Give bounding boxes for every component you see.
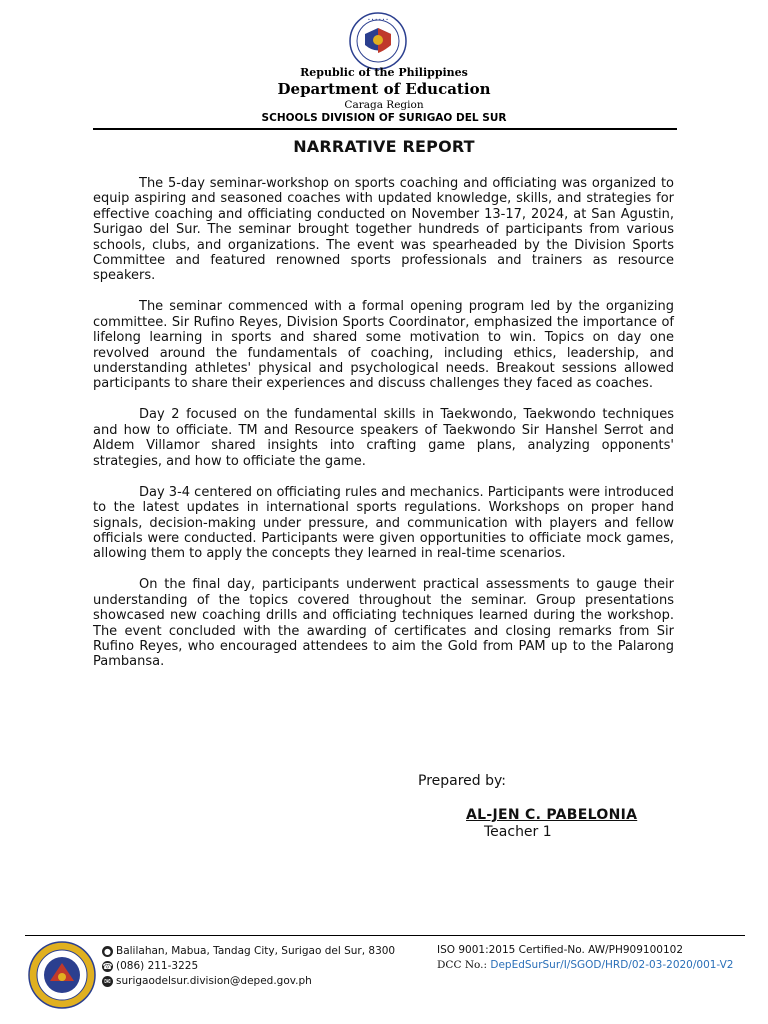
report-paragraph: Day 2 focused on the fundamental skills in Taekwondo, Taekwondo techniques and how to officiate. TM and Resource speakers of Taekwondo Sir Hanshel Serrot and Aldem Villamor shared insights into crafting game plans, analyzing opponents' strategies, and how to officiate the game. — [93, 407, 674, 469]
signatory-position: Teacher 1 — [484, 824, 552, 840]
footer-divider — [25, 935, 745, 936]
header-region: Caraga Region — [344, 99, 424, 111]
footer-email[interactable]: surigaodelsur.division@deped.gov.ph — [116, 975, 312, 987]
division-logo-icon — [28, 941, 96, 1009]
footer-address-row — [102, 944, 395, 958]
header-republic: Republic of the Philippines — [300, 66, 468, 79]
footer-dcc — [437, 959, 733, 971]
report-paragraph: The seminar commenced with a formal opening program led by the organizing committee. Sir Rufino Reyes, Division Sports Coordinator, emphasized the importance of lifelong learning in sports and shared some motivation to win. Topics on day one revolved around the fundamentals of coaching, including ethics, leadership, and understanding athletes' physical and psychological needs. Breakout sessions allowed participants to share their experiences and discuss challenges they faced as coaches. — [93, 299, 674, 392]
phone-icon: ☎ — [102, 961, 113, 971]
footer-iso: ISO 9001:2015 Certified-No. AW/PH909100102 — [437, 944, 684, 956]
report-body — [93, 176, 674, 685]
signatory-name: AL-JEN C. PABELONIA — [466, 807, 638, 823]
report-paragraph: Day 3-4 centered on officiating rules and mechanics. Participants were introduced to the latest updates in international sports regulations. Workshops on proper hand signals, decision-making under pressure, and communication with players and fellow officials were conducted. Participants were given opportunities to officiate mock games, allowing them to apply the concepts they learned in real-time scenarios. — [93, 484, 674, 562]
footer-phone: (086) 211-3225 — [116, 960, 199, 972]
header-divider — [93, 128, 677, 130]
header-division: SCHOOLS DIVISION OF SURIGAO DEL SUR — [261, 112, 507, 124]
footer-address: Balilahan, Mabua, Tandag City, Surigao del Sur, 8300 — [116, 945, 396, 957]
email-icon: ✉ — [102, 976, 113, 987]
svg-text:• • • • • •: • • • • • • — [367, 17, 389, 22]
report-paragraph: On the final day, participants underwent practical assessments to gauge their understanding of the topics covered throughout the seminar. Group presentations showcased new coaching drills and officiating techniques learned during the workshop. The event concluded with the awarding of certificates and closing remarks from Sir Rufino Reyes, who encouraged attendees to aim the Gold from PAM up to the Palarong Pambansa. — [93, 577, 674, 670]
prepared-by-label: Prepared by: — [418, 773, 506, 789]
dcc-label: DCC No.: — [437, 959, 488, 971]
location-icon: ● — [102, 946, 113, 957]
report-title: NARRATIVE REPORT — [293, 137, 475, 156]
footer-phone-row — [102, 959, 198, 973]
header-department: Department of Education — [277, 80, 491, 98]
footer-email-row — [102, 974, 312, 988]
report-paragraph: The 5-day seminar-workshop on sports coaching and officiating was organized to equip aspiring and seasoned coaches with updated knowledge, skills, and strategies for effective coaching and officiating conducted on November 13-17, 2024, at San Agustin, Surigao del Sur. The seminar brought together hundreds of participants from various schools, clubs, and organizations. The event was spearheaded by the Division Sports Committee and featured renowned sports professionals and trainers as resource speakers. — [93, 176, 674, 284]
deped-seal-icon — [349, 12, 407, 70]
dcc-number: DepEdSurSur/I/SGOD/HRD/02-03-2020/001-V2 — [490, 959, 734, 971]
